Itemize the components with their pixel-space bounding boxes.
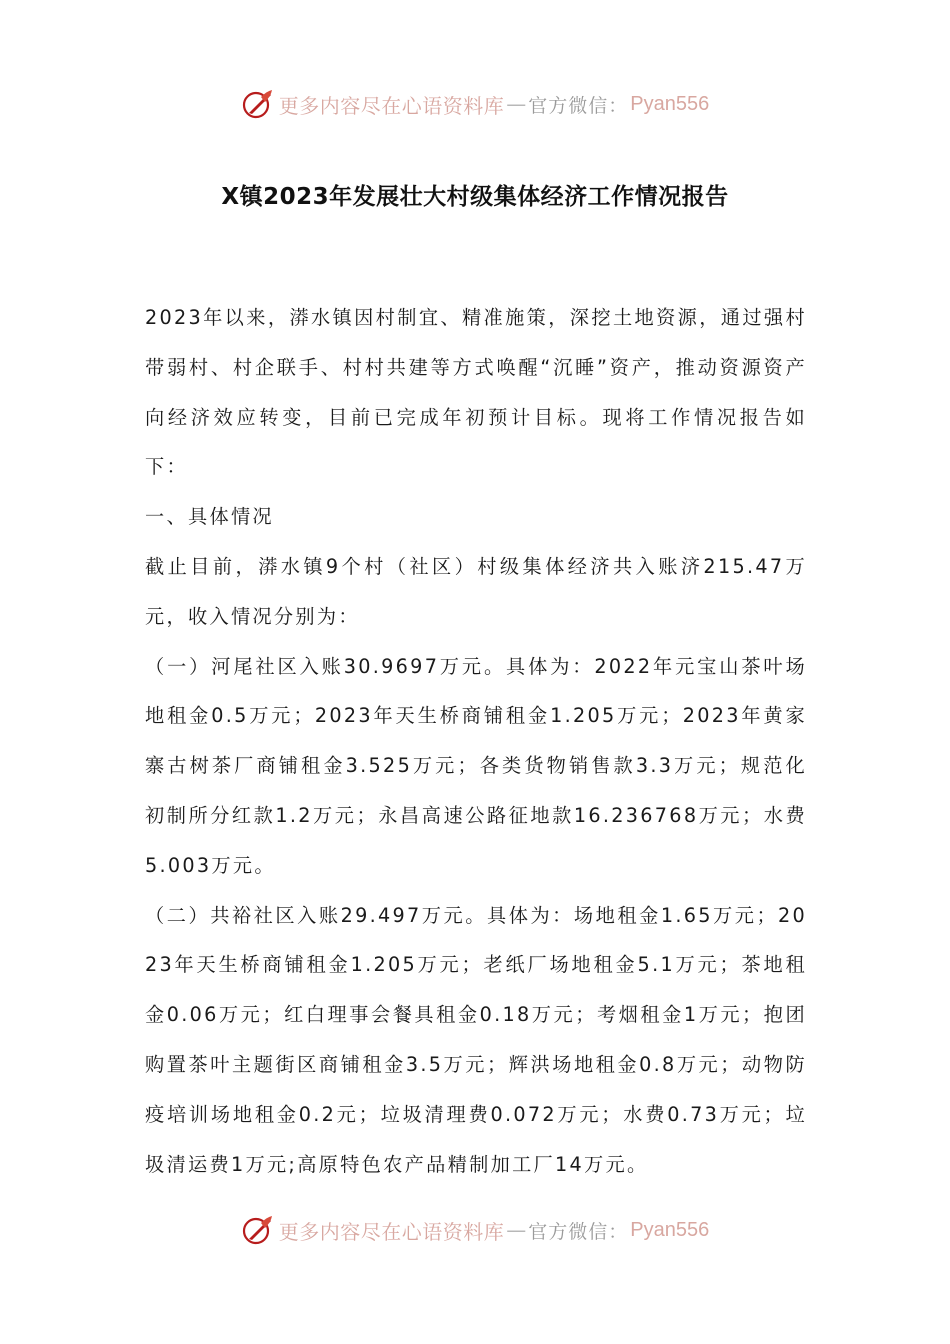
- banner-brand-text: 更多内容尽在心语资料库: [278, 1219, 505, 1244]
- footer-banner: [0, 1210, 950, 1250]
- paragraph-gongyu: （二）共裕社区入账29.497万元。具体为：场地租金1.65万元；2023年天生桥商铺租金1.205万元；老纸厂场地租金5.1万元；茶地租金0.06万元；红白理事会餐具租金0.18万元；考烟租金1万元；抱团购置茶叶主题街区商铺租金3.5万元；辉洪场地租金0.8万元；动物防疫培训场地租金0.2元；垃圾清理费0.072万元；水费0.73万元；垃圾清运费1万元;高原特色农产品精制加工厂14万元。: [145, 903, 807, 1176]
- banner-wechat-id: Pyan556: [630, 1218, 710, 1241]
- banner-wechat-label: 官方微信：: [528, 1220, 629, 1243]
- banner-dash: —: [506, 92, 527, 116]
- banner-wechat-id: Pyan556: [630, 92, 710, 115]
- banner-wechat-label: 官方微信：: [528, 94, 629, 117]
- quill-logo-icon: [241, 87, 275, 121]
- document-title: X镇2023年发展壮大村级集体经济工作情况报告: [221, 184, 729, 210]
- banner-brand-text: 更多内容尽在心语资料库: [278, 93, 505, 118]
- banner-dash: —: [506, 1218, 527, 1242]
- paragraph-hewei: （一）河尾社区入账30.9697万元。具体为：2022年元宝山茶叶场地租金0.5万元；2023年天生桥商铺租金1.205万元；2023年黄家寨古树茶厂商铺租金3.525万元；各类货物销售款3.3万元；规范化初制所分红款1.2万元；永昌高速公路征地款16.236768万元；水费5.003万元。: [145, 654, 807, 877]
- header-banner: [0, 84, 950, 124]
- section-heading: 一、具体情况: [145, 505, 274, 529]
- document-body: [145, 293, 807, 1189]
- paragraph-intro: 2023年以来，漭水镇因村制宜、精准施策，深挖土地资源，通过强村带弱村、村企联手、村村共建等方式唤醒“沉睡”资产，推动资源资产向经济效应转变，目前已完成年初预计目标。现将工作情况报告如下：: [145, 306, 807, 479]
- quill-logo-icon: [241, 1213, 275, 1247]
- paragraph-summary: 截止目前，漭水镇9个村（社区）村级集体经济共入账济215.47万元，收入情况分别为：: [145, 554, 807, 628]
